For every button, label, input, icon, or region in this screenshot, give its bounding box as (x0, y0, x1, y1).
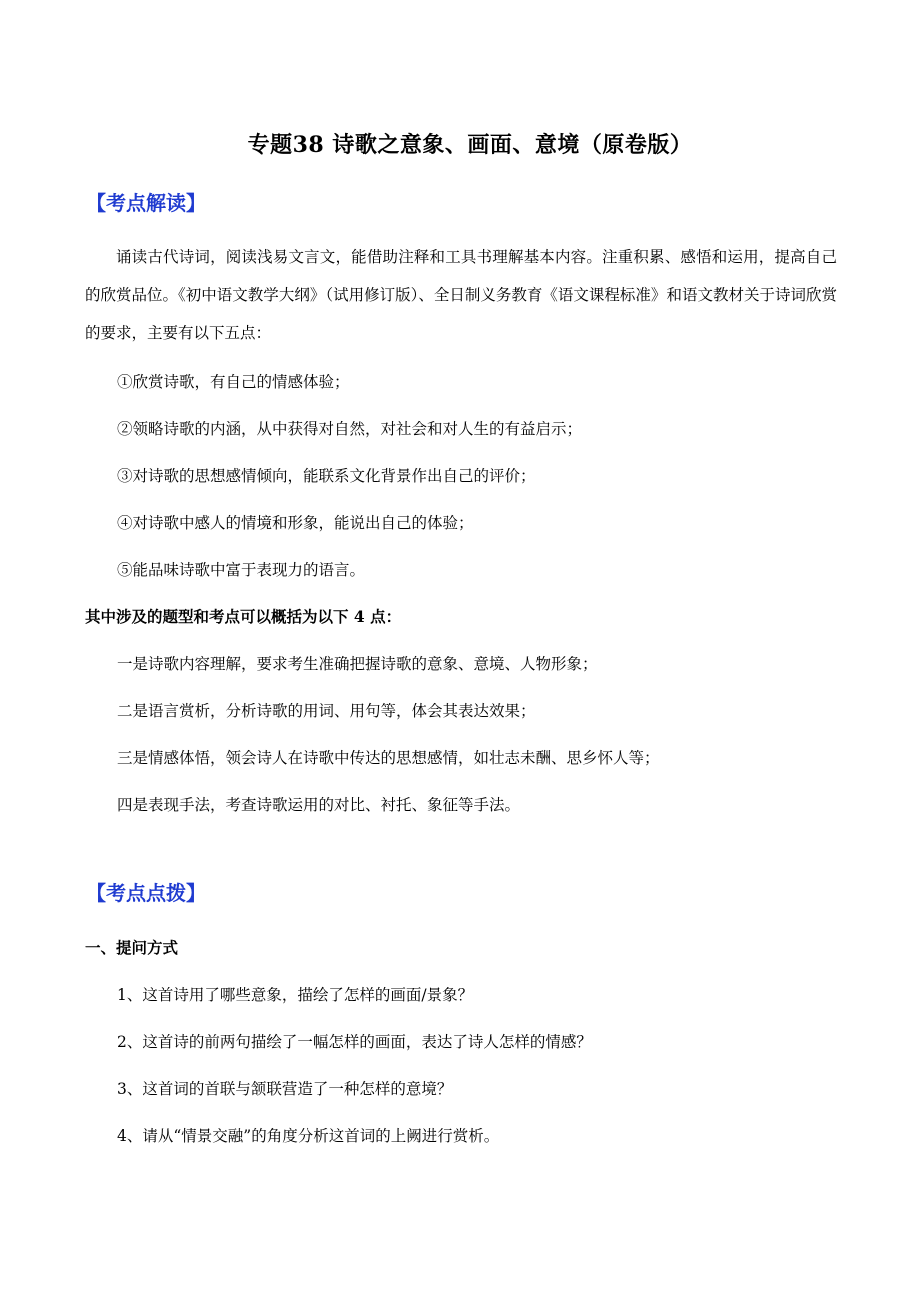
sample-question-2: 2、这首诗的前两句描绘了一幅怎样的画面，表达了诗人怎样的情感？ (117, 1033, 592, 1051)
sample-question-3: 3、这首词的首联与颔联营造了一种怎样的意境？ (117, 1080, 453, 1098)
sample-question-4: 4、请从“情景交融”的角度分析这首词的上阙进行赏析。 (117, 1127, 500, 1145)
subheading-question-method: 一、提问方式 (85, 938, 179, 957)
question-type-1: 一是诗歌内容理解，要求考生准确把握诗歌的意象、意境、人物形象； (117, 655, 598, 673)
requirement-point-5: ⑤能品味诗歌中富于表现力的语言。 (117, 561, 366, 579)
sample-question-1: 1、这首诗用了哪些意象，描绘了怎样的画面/景象？ (117, 986, 474, 1004)
requirement-point-2: ②领略诗歌的内涵，从中获得对自然，对社会和对人生的有益启示； (117, 420, 583, 438)
requirement-point-1: ①欣赏诗歌，有自己的情感体验； (117, 373, 350, 391)
requirement-point-4: ④对诗歌中感人的情境和形象，能说出自己的体验； (117, 514, 474, 532)
section-heading-kaodian-dianbo: 【考点点拨】 (86, 881, 206, 905)
question-type-3: 三是情感体悟，领会诗人在诗歌中传达的思想感情，如壮志未酬、思乡怀人等； (117, 749, 660, 767)
section-heading-kaodian-jiedu: 【考点解读】 (86, 191, 206, 215)
question-type-4: 四是表现手法，考查诗歌运用的对比、衬托、象征等手法。 (117, 796, 521, 814)
document-title: 专题38 诗歌之意象、画面、意境（原卷版） (247, 132, 693, 158)
question-type-2: 二是语言赏析，分析诗歌的用词、用句等，体会其表达效果； (117, 702, 536, 720)
summary-line: 其中涉及的题型和考点可以概括为以下 4 点： (85, 607, 402, 626)
intro-paragraph: 诵读古代诗词，阅读浅易文言文，能借助注释和工具书理解基本内容。注重积累、感悟和运用，提高自己的欣赏品位。《初中语文教学大纲》（试用修订版）、全日制义务教育《语文课程标准》和语文教材关于诗词欣赏的要求，主要有以下五点： (85, 248, 837, 342)
requirement-point-3: ③对诗歌的思想感情倾向，能联系文化背景作出自己的评价； (117, 467, 536, 485)
